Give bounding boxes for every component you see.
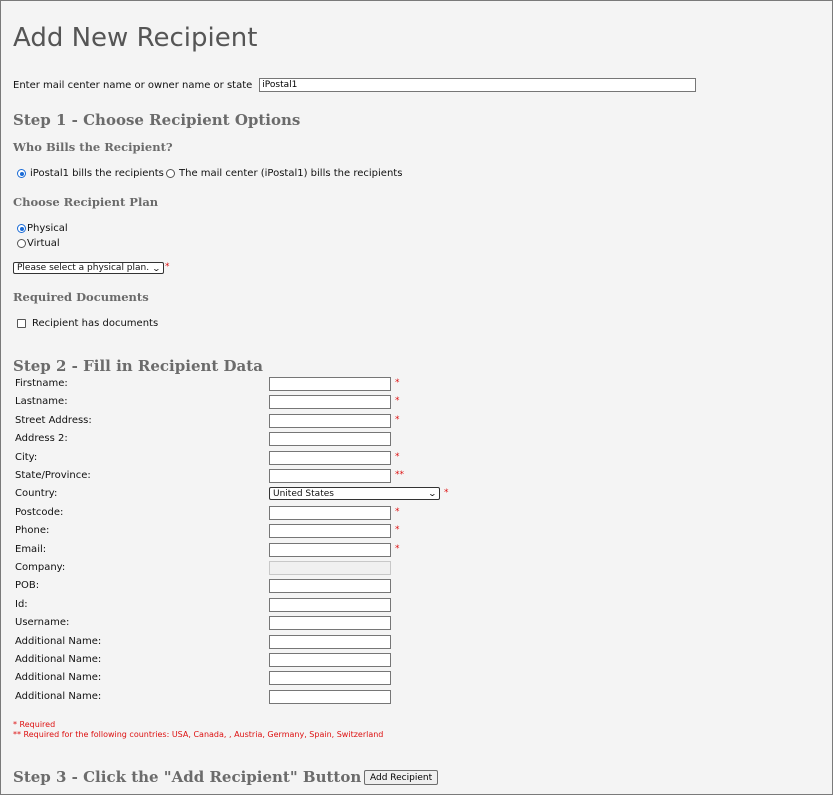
form-row	[15, 616, 475, 630]
radio-virtual[interactable]	[17, 239, 26, 248]
billing-heading: Who Bills the Recipient?	[13, 140, 173, 154]
field-input	[269, 561, 391, 575]
chevron-down-icon: ⌄	[151, 263, 162, 273]
double-required-note: ** Required for the following countries: USA, Canada, , Austria, Germany, Spain, Switzerland	[13, 730, 384, 739]
add-recipient-button[interactable]: Add Recipient	[364, 770, 438, 785]
field-label: Street Address:	[15, 414, 92, 426]
page-title: Add New Recipient	[13, 23, 258, 53]
field-input[interactable]	[269, 414, 391, 428]
field-input[interactable]	[269, 598, 391, 612]
form-row	[15, 487, 475, 501]
field-label: Phone:	[15, 525, 50, 537]
form-row	[15, 690, 475, 704]
field-input[interactable]	[269, 543, 391, 557]
field-label: Postcode:	[15, 506, 64, 518]
billing-option-ipostal[interactable]	[17, 168, 164, 179]
form-row	[15, 635, 475, 649]
radio-physical[interactable]	[17, 224, 26, 233]
field-label: City:	[15, 451, 38, 463]
form-row	[15, 524, 475, 538]
required-mark: *	[395, 543, 400, 554]
field-label: POB:	[15, 580, 40, 592]
documents-checkbox[interactable]	[17, 319, 26, 328]
field-input[interactable]	[269, 395, 391, 409]
form-row	[15, 506, 475, 520]
field-input[interactable]	[269, 635, 391, 649]
form-row	[15, 395, 475, 409]
field-label: Username:	[15, 617, 70, 629]
field-label: Lastname:	[15, 396, 68, 408]
plan-option-virtual-label: Virtual	[27, 238, 60, 249]
required-mark: *	[395, 396, 400, 407]
form-row	[15, 653, 475, 667]
field-label: Firstname:	[15, 378, 68, 389]
form-row	[15, 432, 475, 446]
field-input[interactable]	[269, 653, 391, 667]
field-label: Email:	[15, 543, 47, 555]
billing-option-mailcenter-label: The mail center (iPostal1) bills the recipients	[179, 168, 403, 179]
required-note: * Required	[13, 720, 56, 729]
documents-heading: Required Documents	[13, 290, 149, 304]
step1-heading: Step 1 - Choose Recipient Options	[13, 111, 301, 129]
form-row	[15, 561, 475, 575]
form-row	[15, 671, 475, 685]
plan-option-virtual[interactable]	[17, 238, 60, 249]
form-row	[15, 414, 475, 428]
documents-checkbox-label: Recipient has documents	[32, 318, 159, 329]
country-select-value: United States	[273, 488, 334, 499]
required-mark: *	[395, 451, 400, 462]
field-input[interactable]	[269, 579, 391, 593]
step3-heading: Step 3 - Click the "Add Recipient" Button	[13, 768, 362, 786]
field-input[interactable]	[269, 616, 391, 630]
field-input[interactable]	[269, 690, 391, 704]
plan-select[interactable]	[13, 262, 164, 274]
field-label: Additional Name:	[15, 654, 102, 665]
documents-option[interactable]	[17, 318, 158, 329]
radio-mailcenter-bills[interactable]	[166, 169, 175, 178]
field-input[interactable]	[269, 451, 391, 465]
field-label: Company:	[15, 562, 66, 573]
form-row	[15, 377, 475, 391]
search-input[interactable]	[259, 78, 696, 92]
field-label: State/Province:	[15, 470, 91, 481]
field-input[interactable]	[269, 377, 391, 391]
field-input[interactable]	[269, 432, 391, 446]
plan-option-physical[interactable]	[17, 223, 68, 234]
field-label: Address 2:	[15, 433, 68, 445]
field-label: Additional Name:	[15, 635, 102, 647]
form-row	[15, 469, 475, 483]
required-mark: *	[395, 506, 400, 517]
field-label: Additional Name:	[15, 690, 102, 702]
search-label: Enter mail center name or owner name or state	[13, 79, 253, 91]
required-mark: *	[395, 378, 400, 388]
billing-option-ipostal-label: iPostal1 bills the recipients	[30, 168, 164, 179]
required-notes	[13, 720, 383, 740]
field-input[interactable]	[269, 671, 391, 685]
required-mark: *	[395, 414, 400, 425]
plan-select-value: Please select a physical plan.	[17, 263, 150, 273]
required-mark: *	[395, 525, 400, 536]
field-input[interactable]	[269, 524, 391, 538]
field-label: Country:	[15, 488, 58, 500]
country-select[interactable]	[269, 487, 440, 500]
chevron-down-icon: ⌄	[427, 489, 438, 499]
form-row	[15, 543, 475, 557]
form-row	[15, 451, 475, 465]
field-label: Additional Name:	[15, 672, 102, 684]
search-row	[13, 78, 696, 92]
field-label: Id:	[15, 598, 28, 610]
field-input[interactable]	[269, 469, 391, 483]
form-row	[15, 598, 475, 612]
field-input[interactable]	[269, 506, 391, 520]
step2-heading: Step 2 - Fill in Recipient Data	[13, 357, 263, 375]
billing-option-mailcenter[interactable]	[166, 168, 402, 179]
plan-required-mark: *	[165, 262, 170, 272]
required-mark: **	[395, 470, 404, 480]
plan-option-physical-label: Physical	[27, 223, 68, 234]
plan-heading: Choose Recipient Plan	[13, 195, 159, 209]
required-mark: *	[444, 488, 449, 499]
form-row	[15, 579, 475, 593]
radio-ipostal-bills[interactable]	[17, 169, 26, 178]
